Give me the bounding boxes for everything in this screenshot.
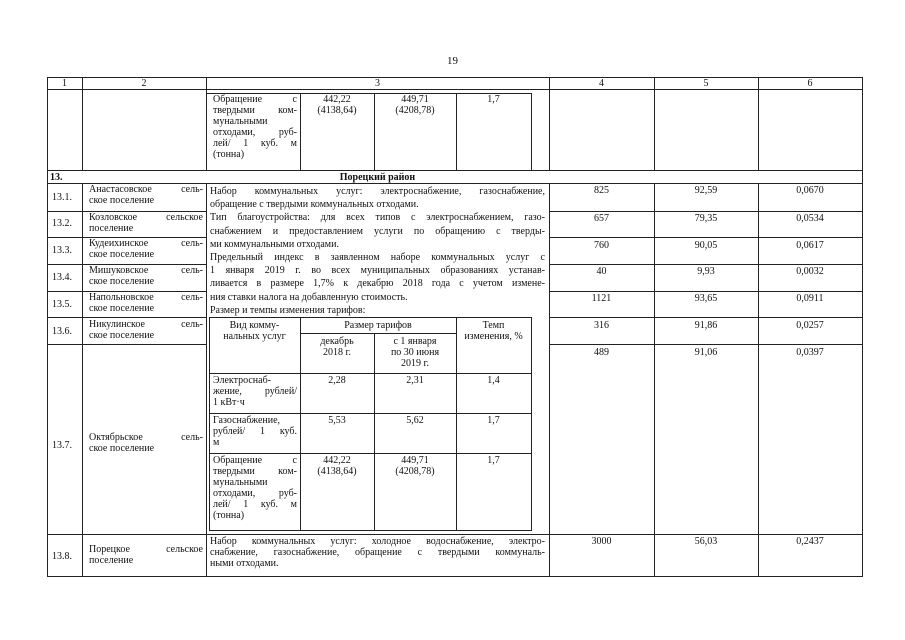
- value-col6: 0,0534: [796, 213, 824, 224]
- row-number: 13.5.: [52, 299, 72, 310]
- row-number: 13.6.: [52, 326, 72, 337]
- district-number: 13.: [50, 172, 63, 183]
- value-col4: 489: [594, 347, 609, 358]
- value-col6: 0,0670: [796, 185, 824, 196]
- row-number: 13.1.: [52, 192, 72, 203]
- tariff-header-jan: с 1 января по 30 июня 2019 г.: [390, 336, 440, 369]
- row-number: 13.3.: [52, 245, 72, 256]
- district-name: Порецкий район: [339, 172, 416, 183]
- service-cell: Обращение с твердыми ком- мунальными отходами, руб- лей/ 1 куб. м (тонна): [213, 94, 297, 160]
- row-number: 13.8.: [52, 551, 72, 562]
- value-col4: 40: [596, 266, 607, 277]
- value-col5: 92,59: [694, 185, 718, 196]
- value-col5: 9,93: [697, 266, 715, 277]
- value-col5: 90,05: [694, 240, 718, 251]
- settlement-name: Анастасовское сель- ское поселение: [89, 184, 203, 206]
- tariff-header-rate: Темп изменения, %: [464, 320, 523, 342]
- value-col5: 91,06: [694, 347, 718, 358]
- tariff-jan-cell: 449,71 (4208,78): [395, 94, 435, 116]
- tariff-row-service: Газоснабжение, рублей/ 1 куб. м: [213, 415, 297, 448]
- value-col5: 79,35: [694, 213, 718, 224]
- tariff-dec-cell: 442,22 (4138,64): [317, 94, 357, 116]
- value-col6: 0,0911: [796, 293, 824, 304]
- tariff-row-jan: 5,62: [406, 415, 424, 426]
- settlement-name: Порецкое сельское поселение: [89, 544, 203, 566]
- tariff-row-dec: 442,22 (4138,64): [317, 455, 357, 477]
- value-col5: 91,86: [694, 320, 718, 331]
- value-col4: 316: [594, 320, 609, 331]
- tariff-row-jan: 2,31: [406, 375, 424, 386]
- value-col6: 0,0257: [796, 320, 824, 331]
- value-col4: 657: [594, 213, 609, 224]
- settlement-name: Напольновское сель- ское поселение: [89, 292, 203, 314]
- value-col4: 825: [594, 185, 609, 196]
- value-col4: 3000: [591, 536, 612, 547]
- rate-cell: 1,7: [487, 94, 500, 105]
- column-header: 1: [62, 78, 67, 89]
- services-description: Набор коммунальных услуг: электроснабжение, газоснабжение, обращение с твердыми коммунальных отходами. Тип благоустройства: для всех типов с электроснабжением, газо- снабжением и предоставлением услуги по обращению с тверды- ми коммунальными отходами. Предельный индекс в заявленном наборе коммунальных услуг с 1 января 2019 г. во всех муниципальных образованиях устанав- ливается в размере 1,7% к декабрю 2018 года с учетом измене- ния ставки налога на добавленную стоимость. Размер и темпы изменения тарифов:: [210, 186, 545, 316]
- tariff-row-rate: 1,4: [487, 375, 500, 386]
- tariff-row-rate: 1,7: [487, 415, 500, 426]
- page-number: 19: [447, 55, 458, 67]
- tariff-row-dec: 2,28: [328, 375, 346, 386]
- value-col6: 0,2437: [796, 536, 824, 547]
- tariff-header-dec: декабрь 2018 г.: [320, 336, 354, 358]
- settlement-name: Мишуковское сель- ское поселение: [89, 265, 203, 287]
- settlement-name: Никулинское сель- ское поселение: [89, 319, 203, 341]
- tariff-row-jan: 449,71 (4208,78): [395, 455, 435, 477]
- value-col4: 760: [594, 240, 609, 251]
- value-col5: 93,65: [694, 293, 718, 304]
- tariff-row-dec: 5,53: [328, 415, 346, 426]
- services-description-13-8: Набор коммунальных услуг: холодное водоснабжение, электро- снабжение, газоснабжение, обращение с твердыми коммуналь- ными отходами.: [210, 536, 545, 569]
- column-header: 2: [141, 78, 147, 89]
- value-col6: 0,0397: [796, 347, 824, 358]
- row-number: 13.7.: [52, 440, 72, 451]
- value-col6: 0,0032: [796, 266, 824, 277]
- row-number: 13.4.: [52, 272, 72, 283]
- column-header: 4: [599, 78, 604, 89]
- tariff-row-service: Обращение с твердыми ком- мунальными отходами, руб- лей/ 1 куб. м (тонна): [213, 455, 297, 521]
- tariff-row-service: Электроснаб- жение, рублей/ 1 кВт·ч: [213, 375, 297, 408]
- tariff-header-service: Вид комму- нальных услуг: [223, 320, 286, 342]
- tariff-row-rate: 1,7: [487, 455, 500, 466]
- value-col5: 56,03: [694, 536, 718, 547]
- settlement-name: Октябрьское сель- ское поселение: [89, 432, 203, 454]
- tariff-header-size: Размер тарифов: [344, 320, 412, 331]
- settlement-name: Кудеихинское сель- ское поселение: [89, 238, 203, 260]
- value-col4: 1121: [591, 293, 612, 304]
- row-number: 13.2.: [52, 218, 72, 229]
- column-header: 5: [703, 78, 709, 89]
- column-header: 6: [807, 78, 813, 89]
- column-header: 3: [375, 78, 380, 89]
- value-col6: 0,0617: [796, 240, 824, 251]
- settlement-name: Козловское сельское поселение: [89, 212, 203, 234]
